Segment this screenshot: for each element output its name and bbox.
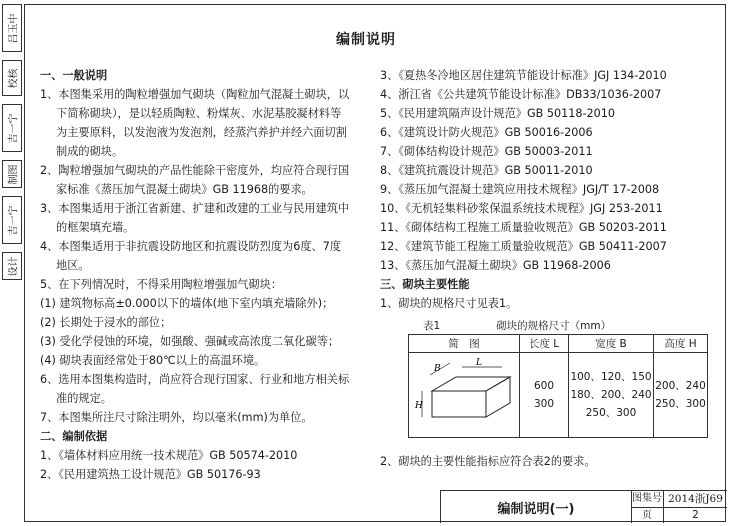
table-header: 简 图 — [409, 335, 520, 353]
text-line: 9、《蒸压加气混凝土建筑应用技术规程》JGJ/T 17-2008 — [380, 183, 660, 196]
strip-cell: 吕玉中 — [2, 4, 22, 52]
text-line: 1、砌块的规格尺寸见表1。 — [380, 297, 518, 310]
text-line: (4) 砌块表面经常处于80℃以上的高温环境。 — [40, 354, 266, 367]
text-line: (1) 建筑物标高±0.000以下的墙体(地下室内填充墙除外)； — [40, 297, 334, 310]
text-line: 7、本图集所注尺寸除注明外，均以毫米(mm)为单位。 — [40, 411, 313, 424]
text-line: 地区。 — [56, 259, 90, 272]
text-line: 4、本图集适用于非抗震设防地区和抗震设防烈度为6度、7度 — [40, 240, 342, 253]
block-size-table — [408, 334, 708, 438]
text-line: 6、《建筑设计防火规范》GB 50016-2006 — [380, 126, 593, 139]
strip-cell: 吉一宁 — [2, 196, 22, 244]
text-line: 2、《民用建筑热工设计规范》GB 50176-93 — [40, 468, 261, 481]
cell-line: 300 — [533, 398, 555, 410]
text-line: 5、在下列情况时，不得采用陶粒增强加气砌块： — [40, 278, 283, 291]
text-line: (2) 长期处于浸水的部位； — [40, 316, 172, 329]
diagram-label-l: L — [476, 358, 482, 368]
title-block — [440, 490, 727, 523]
text-line: 6、选用本图集构造时，尚应符合现行国家、行业和地方相关标 — [40, 373, 350, 386]
diagram-label-h: H — [415, 401, 423, 411]
review-strip — [2, 4, 22, 522]
left-column — [40, 66, 372, 484]
text-line: 制成的砌块。 — [56, 145, 124, 158]
strip-cell: 吉一宁 — [2, 104, 22, 152]
text-line: 10、《无机轻集料砂浆保温系统技术规程》JGJ 253-2011 — [380, 202, 663, 215]
section-heading: 一、一般说明 — [40, 69, 108, 82]
cell-line: 100、120、150 — [570, 371, 652, 383]
text-line: 为主要原料，以发泡液为发泡剂，经蒸汽养护并经六面切割 — [56, 126, 347, 139]
after-table-text: 2、砌块的主要性能指标应符合表2的要求。 — [380, 455, 596, 468]
text-line: 8、《建筑抗震设计规范》GB 50011-2010 — [380, 164, 593, 177]
block-diagram — [414, 353, 514, 431]
text-line: (3) 受化学侵蚀的环境，如强酸、强碱或高浓度二氧化碳等； — [40, 335, 340, 348]
text-line: 3、《夏热冬冷地区居住建筑节能设计标准》JGJ 134-2010 — [380, 69, 667, 82]
section-heading: 二、编制依据 — [40, 430, 108, 443]
cell-line: 180、200、240 — [570, 389, 652, 401]
table-header: 高度 H — [654, 335, 708, 353]
table-caption-text: 砌块的规格尺寸（mm） — [496, 320, 612, 332]
length-cell — [520, 353, 569, 438]
text-line: 3、本图集适用于浙江省新建、扩建和改建的工业与民用建筑中 — [40, 202, 350, 215]
cell-line: 600 — [533, 380, 555, 392]
text-line: 1、《墙体材料应用统一技术规范》GB 50574-2010 — [40, 449, 298, 462]
strip-cell: 校核 — [2, 60, 22, 96]
page-label: 页 — [631, 508, 664, 523]
text-line: 4、浙江省《公共建筑节能设计标准》DB33/1036-2007 — [380, 88, 662, 101]
text-line: 1、本图集采用的陶粒增强加气砌块（陶粒加气混凝土砌块，以 — [40, 88, 350, 101]
atlas-no-label: 图集号 — [631, 491, 664, 508]
text-line: 家标准《蒸压加气混凝土砌块》GB 11968的要求。 — [56, 183, 313, 196]
text-line: 的框架填充墙。 — [56, 221, 135, 234]
right-column — [380, 66, 720, 313]
text-line: 7、《砌体结构设计规范》GB 50003-2011 — [380, 145, 593, 158]
table-caption — [423, 318, 611, 333]
diagram-label-b: B — [434, 364, 441, 374]
strip-cell: 设计 — [2, 252, 22, 280]
text-line: 12、《建筑节能工程施工质量验收规范》GB 50411-2007 — [380, 240, 667, 253]
table-header: 宽度 B — [569, 335, 654, 353]
cell-line: 250、300 — [655, 398, 706, 410]
table-header: 长度 L — [520, 335, 569, 353]
page-title: 编制说明 — [336, 32, 396, 48]
cell-line: 250、300 — [585, 407, 637, 419]
strip-cell: 制图 — [2, 160, 22, 188]
width-cell — [569, 353, 654, 438]
text-line: 2、陶粒增强加气砌块的产品性能除干密度外，均应符合现行国 — [40, 164, 350, 177]
text-line: 下简称砌块），是以轻质陶粒、粉煤灰、水泥基胶凝材料等 — [56, 107, 342, 120]
section-heading: 三、砌块主要性能 — [380, 278, 470, 291]
page-number: 2 — [692, 509, 699, 521]
table-label: 表1 — [423, 320, 441, 332]
height-cell — [654, 353, 708, 438]
block-diagram-cell — [409, 353, 520, 438]
text-line: 5、《民用建筑隔声设计规范》GB 50118-2010 — [380, 107, 615, 120]
sheet-title: 编制说明(一) — [441, 491, 632, 523]
text-line: 13、《蒸压加气混凝土砌块》GB 11968-2006 — [380, 259, 611, 272]
cell-line: 200、240 — [655, 380, 706, 392]
atlas-no-value: 2014浙J69 — [664, 491, 727, 508]
text-line: 准的规定。 — [56, 392, 112, 405]
text-line: 11、《砌体结构工程施工质量验收规范》GB 50203-2011 — [380, 221, 667, 234]
